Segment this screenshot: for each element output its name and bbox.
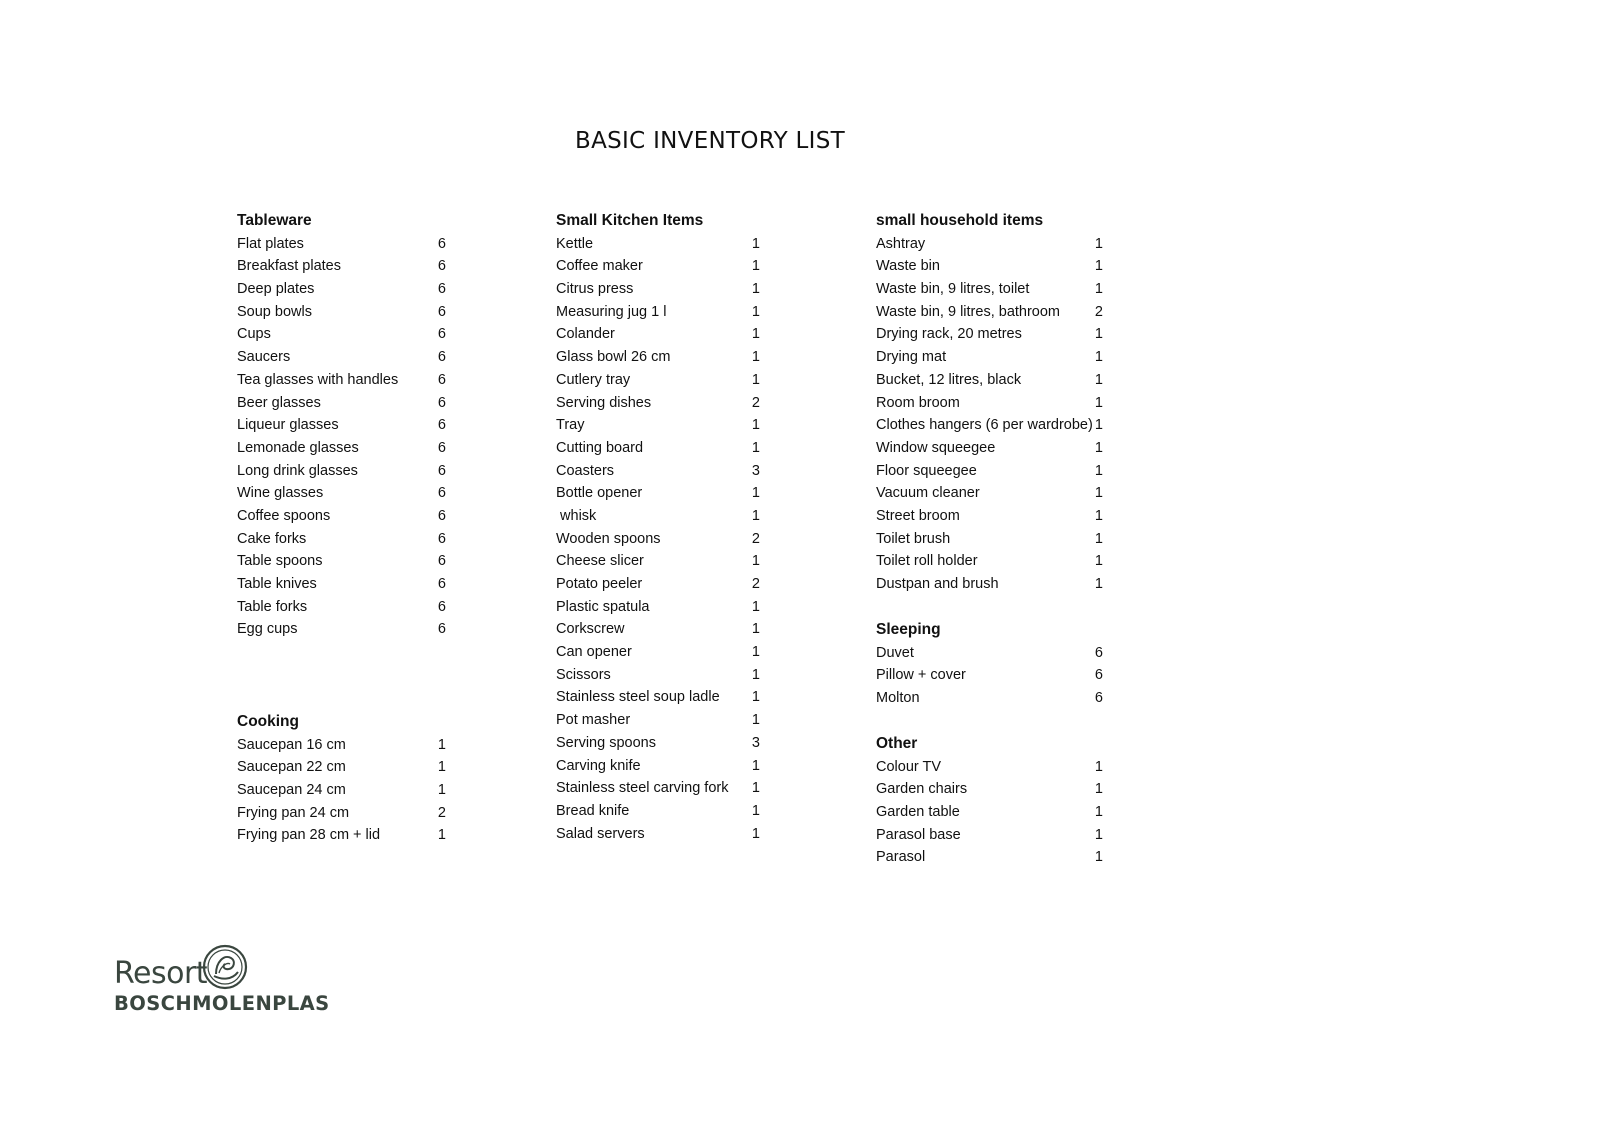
item-quantity: 1: [751, 780, 760, 797]
inventory-row: [556, 664, 760, 687]
section-heading: small household items: [876, 212, 1044, 229]
logo-text-resort: Resort: [114, 956, 208, 991]
item-quantity: 1: [1094, 849, 1103, 866]
item-quantity: 1: [751, 644, 760, 661]
inventory-row: [876, 414, 1103, 437]
item-quantity: 1: [437, 782, 446, 799]
inventory-row: [237, 573, 446, 596]
item-name: Cutlery tray: [556, 371, 631, 388]
inventory-row: [876, 392, 1103, 415]
inventory-row: [556, 278, 760, 301]
item-quantity: 1: [751, 485, 760, 502]
inventory-row: [556, 686, 760, 709]
item-quantity: 1: [751, 371, 760, 388]
item-name: Coffee maker: [556, 258, 643, 275]
item-quantity: 1: [1094, 485, 1103, 502]
item-quantity: 6: [1094, 644, 1103, 661]
item-quantity: 1: [1094, 235, 1103, 252]
item-quantity: 1: [751, 712, 760, 729]
item-name: Flat plates: [237, 235, 304, 252]
inventory-row: [876, 301, 1103, 324]
inventory-row: [237, 528, 446, 551]
item-name: Long drink glasses: [237, 462, 358, 479]
inventory-row: [876, 664, 1103, 687]
item-name: Saucepan 24 cm: [237, 782, 346, 799]
inventory-row: [876, 778, 1103, 801]
item-quantity: 1: [751, 621, 760, 638]
item-quantity: 6: [437, 439, 446, 456]
item-name: Toilet brush: [876, 530, 951, 547]
item-name: Table forks: [237, 598, 308, 615]
item-name: whisk: [556, 507, 597, 524]
inventory-row: [237, 323, 446, 346]
item-name: Egg cups: [237, 621, 298, 638]
item-name: Cups: [237, 326, 271, 343]
item-name: Serving spoons: [556, 734, 656, 751]
item-name: Lemonade glasses: [237, 439, 359, 456]
inventory-row: [876, 550, 1103, 573]
item-name: Garden chairs: [876, 781, 968, 798]
item-name: Citrus press: [556, 281, 634, 298]
item-name: Scissors: [556, 666, 611, 683]
item-quantity: 6: [437, 507, 446, 524]
inventory-row: [237, 756, 446, 779]
item-name: Wooden spoons: [556, 530, 661, 547]
section-tableware: [237, 210, 446, 641]
inventory-row: [556, 550, 760, 573]
inventory-row: [237, 437, 446, 460]
item-name: Pillow + cover: [876, 667, 966, 684]
item-quantity: 6: [437, 349, 446, 366]
item-name: Measuring jug 1 l: [556, 303, 667, 320]
item-name: Drying rack, 20 metres: [876, 326, 1022, 343]
item-name: Beer glasses: [237, 394, 321, 411]
item-name: Waste bin: [876, 258, 940, 275]
inventory-row: [556, 414, 760, 437]
item-name: Cheese slicer: [556, 553, 644, 570]
item-name: Saucepan 22 cm: [237, 759, 346, 776]
item-quantity: 2: [437, 804, 446, 821]
inventory-row: [556, 823, 760, 846]
item-name: Drying mat: [876, 349, 947, 366]
item-quantity: 1: [437, 736, 446, 753]
inventory-row: [237, 802, 446, 825]
item-quantity: 1: [1094, 371, 1103, 388]
inventory-row: [237, 596, 446, 619]
inventory-row: [876, 346, 1103, 369]
item-quantity: 6: [437, 530, 446, 547]
item-name: Bottle opener: [556, 485, 643, 502]
item-name: Saucers: [237, 349, 291, 366]
inventory-row: [237, 779, 446, 802]
inventory-row: [556, 755, 760, 778]
item-name: Coasters: [556, 462, 615, 479]
item-quantity: 2: [751, 576, 760, 592]
item-name: Cutting board: [556, 439, 644, 456]
item-name: Dustpan and brush: [876, 576, 999, 592]
inventory-row: [556, 437, 760, 460]
inventory-row: [237, 460, 446, 483]
item-name: Soup bowls: [237, 303, 312, 320]
item-quantity: 1: [751, 281, 760, 298]
item-quantity: 6: [437, 553, 446, 570]
item-name: Deep plates: [237, 281, 315, 298]
inventory-row: [556, 641, 760, 664]
item-quantity: 6: [437, 417, 446, 434]
item-name: Salad servers: [556, 825, 645, 842]
inventory-row: [876, 437, 1103, 460]
inventory-row: [876, 642, 1103, 665]
section-other: [876, 733, 1103, 869]
inventory-row: [556, 323, 760, 346]
section-household: [876, 210, 1103, 596]
item-name: Serving dishes: [556, 394, 652, 411]
inventory-row: [876, 255, 1103, 278]
item-quantity: 6: [437, 281, 446, 298]
item-quantity: 1: [1094, 804, 1103, 821]
inventory-row: [556, 528, 760, 551]
item-name: Colour TV: [876, 758, 942, 775]
item-quantity: 1: [1094, 349, 1103, 366]
item-quantity: 6: [437, 326, 446, 343]
inventory-row: [556, 618, 760, 641]
inventory-row: [876, 323, 1103, 346]
section-small-kitchen: [556, 210, 760, 845]
item-quantity: 6: [1094, 667, 1103, 684]
inventory-row: [876, 460, 1103, 483]
item-name: Ashtray: [876, 235, 926, 252]
item-name: Waste bin, 9 litres, bathroom: [876, 303, 1061, 320]
inventory-row: [556, 800, 760, 823]
item-quantity: 1: [751, 689, 760, 706]
item-name: Stainless steel soup ladle: [556, 689, 720, 706]
item-quantity: 6: [437, 371, 446, 388]
item-quantity: 1: [751, 757, 760, 774]
item-quantity: 1: [751, 439, 760, 456]
item-quantity: 1: [751, 666, 760, 683]
item-quantity: 1: [1094, 576, 1103, 592]
inventory-row: [237, 505, 446, 528]
inventory-row: [876, 482, 1103, 505]
item-quantity: 1: [1094, 758, 1103, 775]
item-quantity: 1: [751, 326, 760, 343]
inventory-row: [876, 846, 1103, 869]
inventory-row: [556, 777, 760, 800]
item-name: Plastic spatula: [556, 598, 650, 615]
item-name: Coffee spoons: [237, 507, 331, 524]
item-quantity: 1: [751, 825, 760, 842]
inventory-row: [556, 482, 760, 505]
item-quantity: 3: [751, 734, 760, 751]
inventory-row: [556, 301, 760, 324]
item-name: Toilet roll holder: [876, 553, 978, 570]
item-name: Clothes hangers (6 per wardrobe): [876, 417, 1093, 434]
inventory-row: [876, 278, 1103, 301]
inventory-row: [237, 392, 446, 415]
item-quantity: 1: [1094, 781, 1103, 798]
inventory-row: [876, 801, 1103, 824]
resort-logo: [114, 944, 354, 1014]
inventory-row: [876, 687, 1103, 710]
inventory-row: [556, 709, 760, 732]
item-quantity: 1: [437, 827, 446, 844]
item-quantity: 1: [1094, 826, 1103, 843]
section-heading: Sleeping: [876, 621, 941, 638]
item-name: Waste bin, 9 litres, toilet: [876, 281, 1030, 298]
item-name: Wine glasses: [237, 485, 324, 502]
item-quantity: 1: [1094, 258, 1103, 275]
item-name: Frying pan 28 cm + lid: [237, 827, 381, 844]
section-heading: Other: [876, 735, 918, 752]
item-quantity: 1: [1094, 553, 1103, 570]
inventory-row: [876, 573, 1103, 596]
item-name: Carving knife: [556, 757, 641, 774]
item-quantity: 1: [1094, 462, 1103, 479]
section-heading: Small Kitchen Items: [556, 212, 704, 229]
inventory-row: [556, 732, 760, 755]
item-quantity: 1: [1094, 394, 1103, 411]
swan-emblem-icon: [202, 944, 248, 990]
item-name: Window squeegee: [876, 439, 996, 456]
inventory-row: [237, 255, 446, 278]
item-quantity: 1: [1094, 281, 1103, 298]
inventory-row: [237, 618, 446, 641]
item-quantity: 1: [751, 553, 760, 570]
section-heading: Cooking: [237, 713, 299, 730]
item-name: Table spoons: [237, 553, 323, 570]
item-quantity: 6: [437, 235, 446, 252]
item-quantity: 6: [437, 462, 446, 479]
inventory-row: [237, 233, 446, 256]
item-name: Can opener: [556, 644, 632, 661]
item-quantity: 6: [437, 258, 446, 275]
item-quantity: 6: [437, 598, 446, 615]
item-quantity: 1: [1094, 530, 1103, 547]
inventory-row: [556, 596, 760, 619]
item-name: Parasol: [876, 849, 926, 866]
item-quantity: 6: [437, 621, 446, 638]
item-quantity: 6: [437, 485, 446, 502]
inventory-row: [237, 414, 446, 437]
item-name: Room broom: [876, 394, 960, 411]
item-quantity: 1: [751, 802, 760, 819]
inventory-row: [556, 505, 760, 528]
inventory-row: [237, 824, 446, 847]
item-quantity: 1: [751, 417, 760, 434]
inventory-row: [556, 369, 760, 392]
inventory-row: [876, 756, 1103, 779]
page-title: BASIC INVENTORY LIST: [575, 128, 845, 154]
item-name: Breakfast plates: [237, 258, 341, 275]
item-quantity: 6: [1094, 690, 1103, 707]
item-name: Floor squeegee: [876, 462, 977, 479]
item-name: Potato peeler: [556, 576, 643, 592]
item-name: Corkscrew: [556, 621, 625, 638]
item-name: Frying pan 24 cm: [237, 804, 350, 821]
inventory-row: [556, 573, 760, 596]
logo-text-boschmolenplas: BOSCHMOLENPLAS: [114, 992, 330, 1015]
inventory-row: [876, 824, 1103, 847]
item-name: Street broom: [876, 507, 960, 524]
item-name: Bucket, 12 litres, black: [876, 371, 1022, 388]
item-name: Saucepan 16 cm: [237, 736, 346, 753]
item-name: Duvet: [876, 644, 914, 661]
item-quantity: 1: [1094, 507, 1103, 524]
inventory-row: [876, 528, 1103, 551]
item-name: Colander: [556, 326, 615, 343]
item-quantity: 2: [751, 530, 760, 547]
item-name: Garden table: [876, 804, 960, 821]
item-name: Pot masher: [556, 712, 631, 729]
inventory-row: [556, 392, 760, 415]
inventory-row: [556, 233, 760, 256]
item-quantity: 6: [437, 576, 446, 592]
item-quantity: 2: [751, 394, 760, 411]
inventory-row: [237, 369, 446, 392]
item-quantity: 1: [751, 235, 760, 252]
item-name: Table knives: [237, 576, 317, 592]
item-name: Vacuum cleaner: [876, 485, 980, 502]
item-name: Cake forks: [237, 530, 307, 547]
item-quantity: 1: [437, 759, 446, 776]
item-quantity: 2: [1094, 303, 1103, 320]
inventory-row: [556, 460, 760, 483]
item-quantity: 1: [751, 303, 760, 320]
section-sleeping: [876, 619, 1103, 710]
item-quantity: 1: [751, 349, 760, 366]
item-name: Stainless steel carving fork: [556, 780, 729, 797]
item-name: Bread knife: [556, 802, 630, 819]
inventory-row: [237, 301, 446, 324]
item-name: Molton: [876, 690, 920, 707]
item-quantity: 1: [751, 507, 760, 524]
item-quantity: 1: [1094, 417, 1103, 434]
item-name: Tea glasses with handles: [237, 371, 399, 388]
inventory-row: [237, 550, 446, 573]
inventory-row: [237, 278, 446, 301]
item-name: Tray: [556, 417, 585, 434]
item-quantity: 1: [1094, 439, 1103, 456]
item-quantity: 6: [437, 303, 446, 320]
item-quantity: 1: [751, 258, 760, 275]
inventory-row: [876, 369, 1103, 392]
inventory-row: [556, 255, 760, 278]
item-name: Glass bowl 26 cm: [556, 349, 671, 366]
inventory-row: [876, 505, 1103, 528]
inventory-row: [237, 346, 446, 369]
item-name: Parasol base: [876, 826, 961, 843]
section-cooking: [237, 711, 446, 847]
item-quantity: 1: [751, 598, 760, 615]
inventory-row: [556, 346, 760, 369]
section-heading: Tableware: [237, 212, 312, 229]
inventory-row: [237, 482, 446, 505]
item-name: Liqueur glasses: [237, 417, 339, 434]
item-quantity: 1: [1094, 326, 1103, 343]
inventory-row: [237, 734, 446, 757]
item-name: Kettle: [556, 235, 594, 252]
item-quantity: 3: [751, 462, 760, 479]
item-quantity: 6: [437, 394, 446, 411]
inventory-row: [876, 233, 1103, 256]
